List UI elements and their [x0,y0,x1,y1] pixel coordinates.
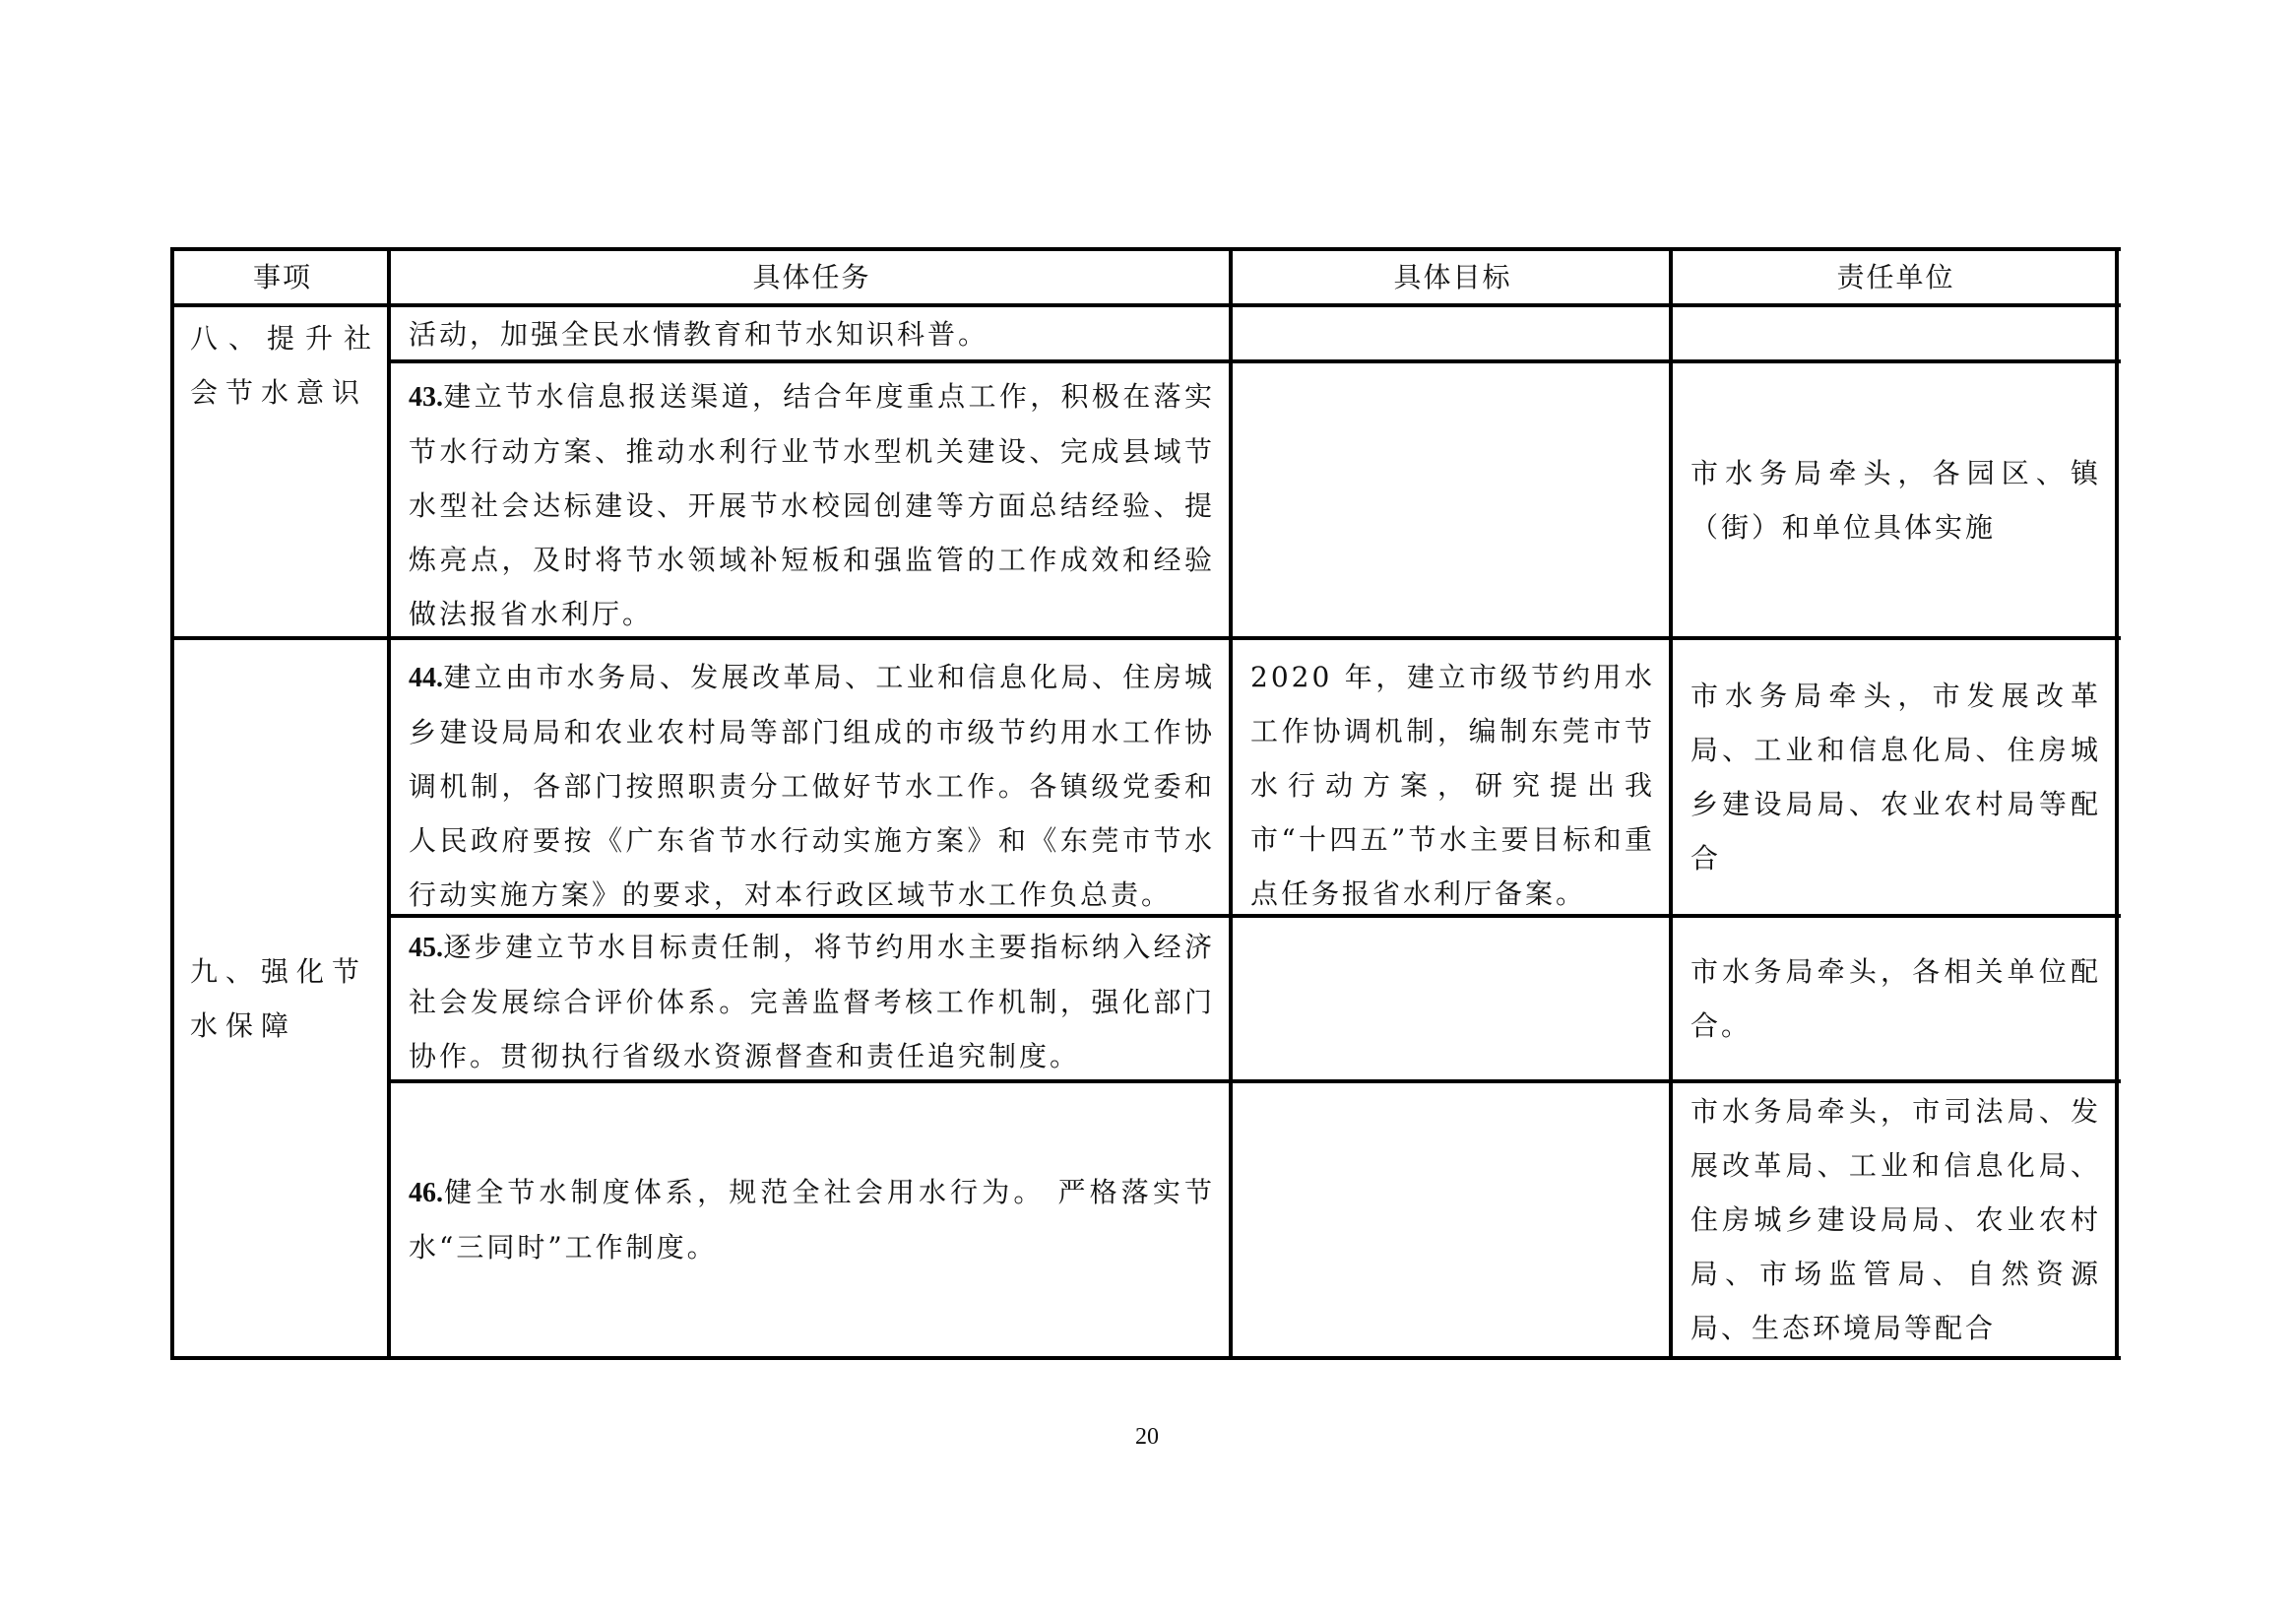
table-border-bottom [171,1356,2121,1360]
header-task-label: 具体任务 [752,261,871,293]
table-row-45-target [1233,918,1669,1079]
task-number: 43. [409,382,443,413]
section-item-9 [174,640,387,1356]
table-row-continuation-target [1233,307,1669,359]
table-row-43-task [391,363,1229,636]
header-target [1233,251,1669,303]
table-row-continuation-responsible [1673,307,2115,359]
task-number: 46. [409,1178,443,1208]
table-row-44-responsible [1673,640,2115,914]
table-row-43-responsible [1673,363,2115,636]
header-responsible-label: 责任单位 [1836,261,1955,293]
header-target-label: 具体目标 [1393,261,1512,293]
table-row-continuation-task [391,307,1229,359]
section-item-8-label: 八、提升社会节水意识 [190,322,379,409]
table-row-46-responsible [1673,1083,2115,1356]
table-row-45-task [391,918,1229,1079]
task-text: 健全节水制度体系，规范全社会用水行为。 严格落实节水“三同时”工作制度。 [409,1176,1215,1264]
task-text: 活动，加强全民水情教育和节水知识科普。 [409,318,989,351]
table-row-44-task [391,640,1229,914]
header-item [174,251,387,303]
task-content [409,1165,1215,1274]
table-row-46-task [391,1083,1229,1356]
header-task [391,251,1229,303]
table-border-right [2115,247,2119,1360]
target-text: 2020 年，建立市级节约用水工作协调机制，编制东莞市节水行动方案，研究提出我市“十四五”节水主要目标和重点任务报省水利厅备案。 [1250,661,1655,910]
table-row-46-target [1233,1083,1669,1356]
task-number: 45. [409,933,443,963]
task-text: 逐步建立节水目标责任制，将节约用水主要指标纳入经济社会发展综合评价体系。完善监督考核工作机制，强化部门协作。贯彻执行省级水资源督查和责任追究制度。 [409,931,1215,1072]
table-row-44-target [1233,640,1669,914]
task-text: 建立由市水务局、发展改革局、工业和信息化局、住房城乡建设局局和农业农村局等部门组成的市级节约用水工作协调机制，各部门按照职责分工做好节水工作。各镇级党委和人民政府要按《广东省节水行动实施方案》和《东莞市节水行动实施方案》的要求，对本行政区域节水工作负总责。 [409,661,1215,911]
header-responsible [1673,251,2115,303]
table-row-43-target [1233,363,1669,636]
responsible-text: 市水务局牵头，市发展改革局、工业和信息化局、住房城乡建设局局、农业农村局等配合 [1690,680,2101,875]
table-row-45-responsible [1673,918,2115,1079]
section-item-9-label: 九、强化节水保障 [190,954,368,1042]
responsible-text: 市水务局牵头，市司法局、发展改革局、工业和信息化局、住房城乡建设局局、农业农村局、市场监管局、自然资源局、生态环境局等配合 [1690,1095,2101,1344]
page-number: 20 [1135,1424,1159,1450]
task-number: 44. [409,663,443,693]
responsible-text: 市水务局牵头，各相关单位配合。 [1690,955,2101,1042]
section-item-8 [174,307,387,636]
responsible-text: 市水务局牵头，各园区、镇（街）和单位具体实施 [1690,456,2101,544]
header-item-label: 事项 [252,261,312,293]
task-text: 建立节水信息报送渠道，结合年度重点工作，积极在落实节水行动方案、推动水利行业节水型机关建设、完成县域节水型社会达标建设、开展节水校园创建等方面总结经验、提炼亮点，及时将节水领域补短板和强监管的工作成效和经验做法报省水利厅。 [409,380,1215,630]
